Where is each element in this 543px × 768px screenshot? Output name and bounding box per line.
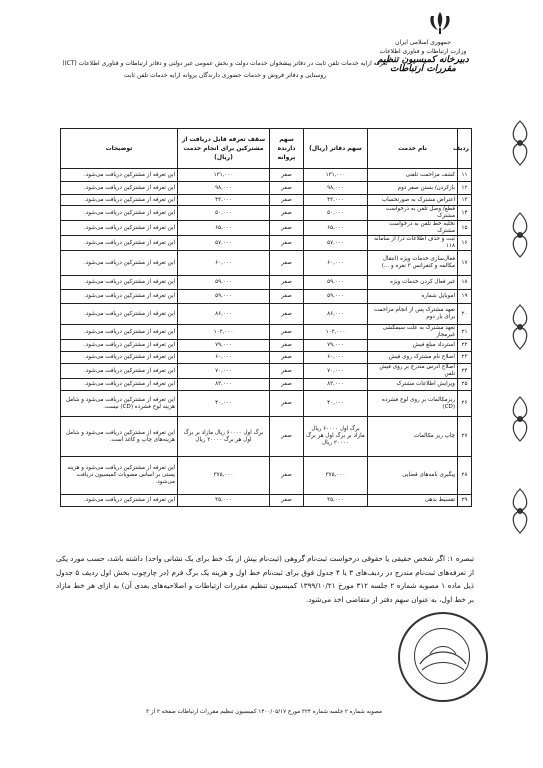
table-row xyxy=(61,304,472,325)
description-cell: این تعرفه از مشترکین دریافت می‌شود. xyxy=(61,290,178,304)
org-ministry: وزارت ارتباطات و فناوری اطلاعات xyxy=(379,48,467,55)
office-share-cell: ۱۳۱,۰۰۰ xyxy=(304,169,368,182)
table-row xyxy=(61,290,472,304)
office-share-cell: ۹۸,۰۰۰ xyxy=(304,182,368,195)
office-share-cell: ۶۰,۰۰۰ xyxy=(304,352,368,364)
max-tariff-cell: ۳۵,۰۰۰ xyxy=(178,495,270,507)
table-header-row xyxy=(61,129,472,169)
description-cell: این تعرفه از مشترکین دریافت می‌شود. xyxy=(61,495,178,507)
row-number-cell: ۱۲ xyxy=(458,182,472,195)
service-name-cell: بازکردن/ بستن صفر دوم xyxy=(368,182,458,195)
service-name-cell: اعتراض مشترک به صورتحساب xyxy=(368,195,458,206)
max-tariff-cell: ۶۰,۰۰۰ xyxy=(178,251,270,276)
header-row-number: ردیف xyxy=(458,129,472,169)
row-number-cell: ۱۳ xyxy=(458,195,472,206)
max-tariff-cell: ۵۹,۰۰۰ xyxy=(178,290,270,304)
service-name-cell: تقسیط بدهی xyxy=(368,495,458,507)
office-share-cell: ۶۵,۰۰۰ xyxy=(304,221,368,236)
row-number-cell: ۱۹ xyxy=(458,290,472,304)
table-row xyxy=(61,236,472,251)
service-name-cell: تعهد مشترک پس از انجام مزاحمت برای بار دوم xyxy=(368,304,458,325)
table-row xyxy=(61,206,472,221)
description-cell: این تعرفه از مشترکین دریافت می‌شود. xyxy=(61,304,178,325)
max-tariff-cell: ۶۵,۰۰۰ xyxy=(178,221,270,236)
row-number-cell: ۲۰ xyxy=(458,304,472,325)
licensee-share-cell: صفر xyxy=(270,379,304,391)
description-cell: این تعرفه از مشترکین دریافت می‌شود. xyxy=(61,236,178,251)
licensee-share-cell: صفر xyxy=(270,251,304,276)
office-share-cell: ۴۰,۰۰۰ xyxy=(304,391,368,417)
licensee-share-cell: صفر xyxy=(270,352,304,364)
max-tariff-cell: ۷۰,۰۰۰ xyxy=(178,364,270,379)
row-number-cell: ۱۸ xyxy=(458,276,472,290)
office-share-cell: ۵۰,۰۰۰ xyxy=(304,206,368,221)
office-share-cell: ۱۰۲,۰۰۰ xyxy=(304,325,368,340)
licensee-share-cell: صفر xyxy=(270,169,304,182)
row-number-cell: ۲۳ xyxy=(458,352,472,364)
org-country: جمهوری اسلامی ایران xyxy=(395,39,451,46)
description-cell: این تعرفه از مشترکین دریافت می‌شود. xyxy=(61,340,178,352)
service-name-cell: استرداد مبلغ فیش xyxy=(368,340,458,352)
row-number-cell: ۱۶ xyxy=(458,236,472,251)
description-cell: این تعرفه از مشترکین دریافت می‌شود و شامل هزینه لوح فشرده (CD) نیست. xyxy=(61,391,178,417)
max-tariff-cell: ۱۳۱,۰۰۰ xyxy=(178,169,270,182)
licensee-share-cell: صفر xyxy=(270,417,304,457)
description-cell: این تعرفه از مشترکین دریافت می‌شود. xyxy=(61,206,178,221)
office-share-cell: ۵۹,۰۰۰ xyxy=(304,290,368,304)
header-description: توضیحات xyxy=(61,129,178,169)
service-name-cell: اصلاح آدرس مندرج بر روی فیش تلفن xyxy=(368,364,458,379)
title-line-1: تعرفه ارایه خدمات تلفن ثابت در دفاتر پیشخوان خدمات دولت و بخش عمومی غیر دولتی و دفاتر ارتباطات و فناوری اطلاعات (ICT) xyxy=(62,60,388,67)
table-row xyxy=(61,221,472,236)
row-number-cell: ۲۵ xyxy=(458,379,472,391)
max-tariff-cell: ۶۰,۰۰۰ xyxy=(178,352,270,364)
row-number-cell: ۲۴ xyxy=(458,364,472,379)
service-name-cell: ثبت و حذف اطلاعات در/ از سامانه ۱۱۸ xyxy=(368,236,458,251)
row-number-cell: ۲۲ xyxy=(458,340,472,352)
office-share-cell: ۶۰,۰۰۰ xyxy=(304,251,368,276)
service-name-cell: اصلاح نام مشترک روی فیش xyxy=(368,352,458,364)
header-service-name: نام خدمت xyxy=(368,129,458,169)
table-row xyxy=(61,352,472,364)
service-name-cell: غیر فعال کردن خدمات ویژه xyxy=(368,276,458,290)
table-row xyxy=(61,182,472,195)
document-title xyxy=(60,58,390,82)
description-cell: این تعرفه از مشترکین دریافت می‌شود. xyxy=(61,379,178,391)
max-tariff-cell: ۵۹,۰۰۰ xyxy=(178,276,270,290)
office-share-cell: ۸۳,۰۰۰ xyxy=(304,379,368,391)
description-cell: این تعرفه از مشترکین دریافت می‌شود. xyxy=(61,251,178,276)
licensee-share-cell: صفر xyxy=(270,236,304,251)
office-share-cell: ۴۳,۰۰۰ xyxy=(304,195,368,206)
tariff-table xyxy=(60,128,472,507)
max-tariff-cell: ۱۰۲,۰۰۰ xyxy=(178,325,270,340)
description-cell: این تعرفه از مشترکین دریافت می‌شود. xyxy=(61,352,178,364)
max-tariff-cell: ۸۳,۰۰۰ xyxy=(178,379,270,391)
licensee-share-cell: صفر xyxy=(270,221,304,236)
service-name-cell: کشف مزاحمت تلفنی xyxy=(368,169,458,182)
row-number-cell: ۱۷ xyxy=(458,251,472,276)
licensee-share-cell: صفر xyxy=(270,340,304,352)
table-row xyxy=(61,169,472,182)
table-row xyxy=(61,276,472,290)
licensee-share-cell: صفر xyxy=(270,206,304,221)
org-secretariat: دبیرخانه کمیسیون تنظیم مقررات ارتباطات xyxy=(377,55,469,74)
table-row xyxy=(61,340,472,352)
table-row xyxy=(61,391,472,417)
description-cell: این تعرفه از مشترکین دریافت می‌شود. xyxy=(61,221,178,236)
row-number-cell: ۱۴ xyxy=(458,206,472,221)
licensee-share-cell: صفر xyxy=(270,325,304,340)
service-name-cell: تخلیه خط تلفن به درخواست مشترک xyxy=(368,221,458,236)
service-name-cell: اموبایل شماره xyxy=(368,290,458,304)
header-licensee-share: سهم دارنده پروانه xyxy=(270,129,304,169)
description-cell: این تعرفه از مشترکین دریافت می‌شود. xyxy=(61,182,178,195)
row-number-cell: ۱۵ xyxy=(458,221,472,236)
row-number-cell: ۲۸ xyxy=(458,457,472,495)
ornament-icon xyxy=(507,396,533,442)
row-number-cell: ۲۷ xyxy=(458,417,472,457)
table-row xyxy=(61,379,472,391)
table-row xyxy=(61,417,472,457)
table-row xyxy=(61,364,472,379)
table-row xyxy=(61,325,472,340)
note-paragraph: تبصره ۱: اگر شخص حقیقی یا حقوقی درخواست ثبت‌نام گروهی (ثبت‌نام بیش از یک خط برای یک نشانی واحد) داشته باشد، حسب مورد یکی از تعرفه‌های ثبت‌نام مندرج در ردیف‌های ۳ یا ۴ جدول فوق برای ثبت‌نام خط اول و هزینه یک برگ فرم (در چارچوب بخش اول ردیف ۵ جدول ذیل ماده ۱ مصوبه شماره ۲ جلسه ۳۱۲ مورخ ۱۳۹۹/۱۰/۲۱ کمیسیون تنظیم مقررات ارتباطات و اصلاحیه‌های بعدی آن) به ازای هر خط مازاد بر خط اول، به عنوان سهم دفتر از متقاضی اخذ می‌شود. xyxy=(56,554,474,604)
max-tariff-cell: ۴۰,۰۰۰ xyxy=(178,391,270,417)
office-share-cell: ۳۵,۰۰۰ xyxy=(304,495,368,507)
office-share-cell: ۷۹,۰۰۰ xyxy=(304,340,368,352)
office-share-cell: ۵۷,۰۰۰ xyxy=(304,236,368,251)
licensee-share-cell: صفر xyxy=(270,364,304,379)
service-name-cell: فعال‌سازی خدمات ویژه (انتقال مکالمه و کنفرانس ۳ نفره و ...) xyxy=(368,251,458,276)
max-tariff-cell: ۷۹,۰۰۰ xyxy=(178,340,270,352)
row-number-cell: ۲۹ xyxy=(458,495,472,507)
table-row xyxy=(61,195,472,206)
ornament-icon xyxy=(507,212,533,258)
description-cell: این تعرفه از مشترکین دریافت می‌شود. xyxy=(61,325,178,340)
max-tariff-cell: ۳۷۵,۰۰۰ xyxy=(178,457,270,495)
ornament-icon xyxy=(507,488,533,534)
licensee-share-cell: صفر xyxy=(270,290,304,304)
header-office-share: سهم دفاتر (ریال) xyxy=(304,129,368,169)
licensee-share-cell: صفر xyxy=(270,182,304,195)
description-cell: این تعرفه از مشترکین دریافت می‌شود. xyxy=(61,195,178,206)
side-ornaments xyxy=(499,120,539,600)
service-name-cell: تعهد مشترک به علت سیمکشی غیرمجاز xyxy=(368,325,458,340)
title-line-2: روستایی و دفاتر فروش و خدمات حضوری دارندگان پروانه ارایه خدمات تلفن ثابت xyxy=(123,72,327,79)
licensee-share-cell: صفر xyxy=(270,195,304,206)
max-tariff-cell: ۵۰,۰۰۰ xyxy=(178,206,270,221)
description-cell: این تعرفه از مشترکین دریافت می‌شود. xyxy=(61,169,178,182)
max-tariff-cell: ۴۳,۰۰۰ xyxy=(178,195,270,206)
service-name-cell: قطع/ وصل تلفن به درخواست مشترک xyxy=(368,206,458,221)
header-max-tariff: سقف تعرفه قابل دریافت از مشترکین برای انجام خدمت (ریال) xyxy=(178,129,270,169)
table-row xyxy=(61,251,472,276)
description-cell: این تعرفه از مشترکین دریافت می‌شود. xyxy=(61,276,178,290)
table-row xyxy=(61,495,472,507)
max-tariff-cell: برگ اول ۶۰۰۰۰ ریال مازاد بر برگ اول هر برگ ۲۰۰۰۰ ریال xyxy=(178,417,270,457)
service-name-cell: پیگیری نامه‌های قضایی xyxy=(368,457,458,495)
page-footer: مصوبه شماره ۲ جلسه شماره ۳۲۴ مورخ ۱۴۰۰/۰۵/۱۷ کمیسیون تنظیم مقررات ارتباطات صفحه ۲ از ۳ xyxy=(146,709,382,715)
service-name-cell: ویرایش اطلاعات مشترک xyxy=(368,379,458,391)
row-number-cell: ۲۶ xyxy=(458,391,472,417)
office-share-cell: ۳۷۵,۰۰۰ xyxy=(304,457,368,495)
licensee-share-cell: صفر xyxy=(270,276,304,290)
description-cell: این تعرفه از مشترکین دریافت می‌شود. xyxy=(61,364,178,379)
description-cell: این تعرفه از مشترکین دریافت می‌شود و هزینه پستی بر اساس مصوبات کمیسیون دریافت می‌شود. xyxy=(61,457,178,495)
service-name-cell: چاپ ریز مکالمات xyxy=(368,417,458,457)
service-name-cell: ریزمکالمات بر روی لوح فشرده (CD) xyxy=(368,391,458,417)
office-share-cell: ۵۹,۰۰۰ xyxy=(304,276,368,290)
office-share-cell: برگ اول ۶۰۰۰۰ ریال مازاد بر برگ اول هر برگ ۲۰۰۰۰ ریال xyxy=(304,417,368,457)
licensee-share-cell: صفر xyxy=(270,457,304,495)
iran-emblem-icon xyxy=(425,10,455,36)
office-share-cell: ۷۰,۰۰۰ xyxy=(304,364,368,379)
table-row xyxy=(61,457,472,495)
max-tariff-cell: ۸۶,۰۰۰ xyxy=(178,304,270,325)
row-number-cell: ۲۱ xyxy=(458,325,472,340)
office-share-cell: ۸۶,۰۰۰ xyxy=(304,304,368,325)
ornament-icon xyxy=(507,304,533,350)
licensee-share-cell: صفر xyxy=(270,391,304,417)
ornament-icon xyxy=(507,120,533,166)
max-tariff-cell: ۹۸,۰۰۰ xyxy=(178,182,270,195)
official-seal xyxy=(398,612,488,702)
description-cell: این تعرفه از مشترکین دریافت می‌شود و شامل هزینه‌های چاپ و کاغذ است. xyxy=(61,417,178,457)
row-number-cell: ۱۱ xyxy=(458,169,472,182)
licensee-share-cell: صفر xyxy=(270,304,304,325)
licensee-share-cell: صفر xyxy=(270,495,304,507)
max-tariff-cell: ۵۷,۰۰۰ xyxy=(178,236,270,251)
